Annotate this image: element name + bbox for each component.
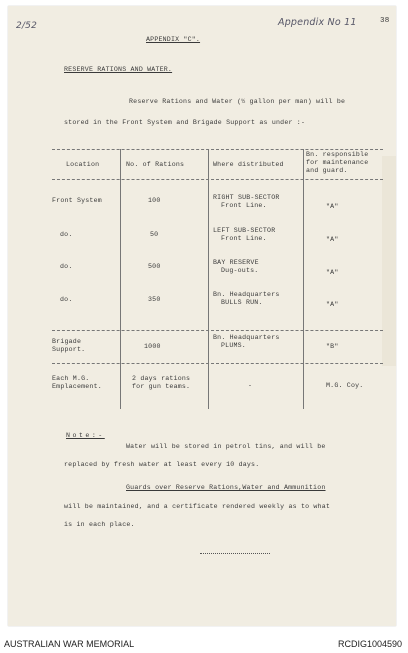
document-page xyxy=(8,6,396,626)
footer-left-label: AUSTRALIAN WAR MEMORIAL xyxy=(4,639,135,649)
closing-rule xyxy=(200,553,270,554)
cell-where: LEFT SUB-SECTOR xyxy=(213,227,276,234)
note-line: Water will be stored in petrol tins, and will be xyxy=(126,443,326,450)
cell-where: BULLS RUN. xyxy=(221,299,263,306)
table-top-rule xyxy=(52,149,383,150)
cell-where: RIGHT SUB-SECTOR xyxy=(213,194,280,201)
page-number: 38 xyxy=(380,17,390,25)
header-resp: for maintenance xyxy=(306,159,369,166)
cell-resp: "A" xyxy=(326,269,339,276)
header-where: Where distributed xyxy=(213,161,284,168)
cell-location: Each M.G. xyxy=(52,375,90,382)
cell-rations: 500 xyxy=(148,263,161,270)
appendix-title: APPENDIX "C". xyxy=(146,36,201,43)
cell-where: Front Line. xyxy=(221,235,267,242)
table-row-rule xyxy=(52,330,383,331)
table-column-rule xyxy=(208,149,209,409)
intro-line-1: Reserve Rations and Water (½ gallon per man) will be xyxy=(129,98,346,105)
table-column-rule xyxy=(303,149,304,409)
cell-where: Bn. Headquarters xyxy=(213,291,280,298)
header-rations: No. of Rations xyxy=(126,161,185,168)
cell-rations: for gun teams. xyxy=(132,383,191,390)
header-location: Location xyxy=(66,161,100,168)
cell-resp: "A" xyxy=(326,203,339,210)
cell-location: do. xyxy=(60,296,73,303)
intro-line-2: stored in the Front System and Brigade Support as under :- xyxy=(64,119,306,126)
cell-resp: "A" xyxy=(326,236,339,243)
table-column-rule xyxy=(120,149,121,409)
cell-rations: 2 days rations xyxy=(132,375,191,382)
cell-rations: 350 xyxy=(148,296,161,303)
handwritten-page-ref: 2/52 xyxy=(16,21,38,31)
note-label: Note:- xyxy=(66,432,105,439)
cell-where: Front Line. xyxy=(221,202,267,209)
cell-location: do. xyxy=(60,231,73,238)
note-line: Guards over Reserve Rations,Water and Ammunition xyxy=(126,484,326,491)
cell-location: Brigade xyxy=(52,338,82,345)
cell-rations: 1000 xyxy=(144,343,161,350)
cell-resp: "B" xyxy=(326,343,339,350)
cell-where: PLUMS. xyxy=(221,342,246,349)
cell-resp: M.G. Coy. xyxy=(326,382,364,389)
handwritten-appendix-label: Appendix No 11 xyxy=(278,17,357,28)
note-line: replaced by fresh water at least every 10 days. xyxy=(64,461,260,468)
cell-where: - xyxy=(248,382,253,389)
header-resp: and guard. xyxy=(306,167,348,174)
cell-where: Bn. Headquarters xyxy=(213,334,280,341)
cell-location: Front System xyxy=(52,197,102,204)
note-line: is in each place. xyxy=(64,521,135,528)
cell-rations: 50 xyxy=(150,231,159,238)
footer-right-label: RCDIG1004590 xyxy=(337,639,402,649)
note-line: will be maintained, and a certificate rendered weekly as to what xyxy=(64,503,331,510)
header-resp: Bn. responsible xyxy=(306,151,369,158)
cell-rations: 100 xyxy=(148,197,161,204)
cell-where: Dug-outs. xyxy=(221,267,259,274)
cell-where: BAY RESERVE xyxy=(213,259,259,266)
cell-resp: "A" xyxy=(326,301,339,308)
section-title: RESERVE RATIONS AND WATER. xyxy=(64,66,173,73)
cell-location: do. xyxy=(60,263,73,270)
table-row-rule xyxy=(52,363,383,364)
cell-location: Emplacement. xyxy=(52,383,102,390)
cell-location: Support. xyxy=(52,346,86,353)
torn-edge xyxy=(382,156,396,366)
table-header-rule xyxy=(52,179,383,180)
